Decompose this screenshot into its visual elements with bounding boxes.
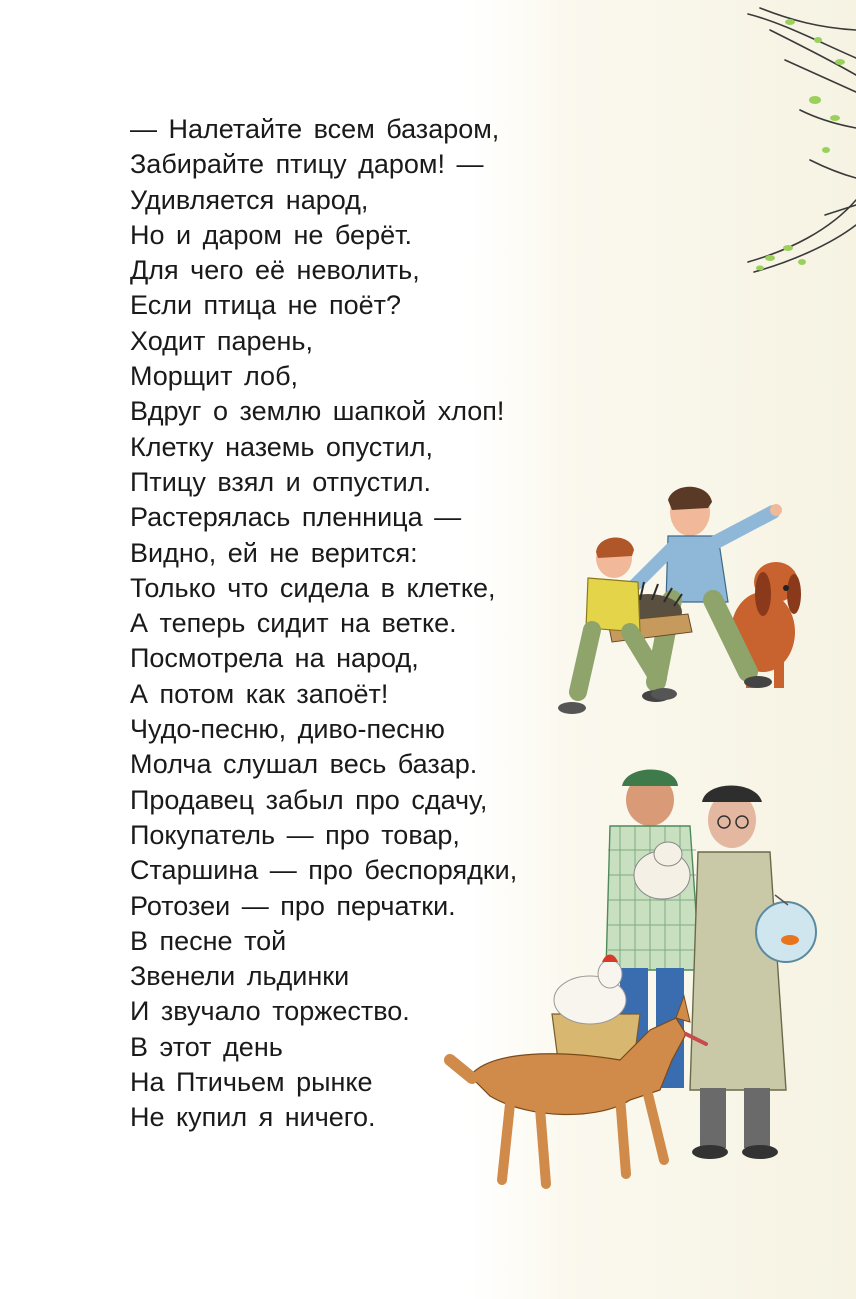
- poem-line: Забирайте птицу даром! —: [130, 149, 484, 180]
- tree-branch-illustration: [730, 0, 856, 290]
- boys-with-dog-illustration: [548, 482, 810, 730]
- poem-line: Ротозеи — про перчатки.: [130, 890, 456, 921]
- poem-line: Растерялась пленница —: [130, 502, 462, 533]
- poem-line: А теперь сидит на ветке.: [130, 608, 457, 639]
- poem-line: В этот день: [130, 1031, 283, 1062]
- poem-line: В песне той: [130, 925, 287, 956]
- poem-line: А потом как запоёт!: [130, 678, 389, 709]
- poem-text: [130, 112, 517, 1136]
- poem-line: Чудо-песню, диво-песню: [130, 714, 445, 745]
- poem-line: Посмотрела на народ,: [130, 643, 419, 674]
- poem-line: Ходит парень,: [130, 325, 313, 356]
- poem-line: Вдруг о землю шапкой хлоп!: [130, 396, 505, 427]
- poem-line: Птицу взял и отпустил.: [130, 466, 432, 497]
- poem-line: Не купил я ничего.: [130, 1102, 376, 1133]
- poem-line: Для чего её неволить,: [130, 255, 420, 286]
- poem-line: Продавец забыл про сдачу,: [130, 784, 488, 815]
- poem-line: Морщит лоб,: [130, 361, 299, 392]
- poem-line: Покупатель — про товар,: [130, 819, 460, 850]
- poem-line: Клетку наземь опустил,: [130, 431, 433, 462]
- poem-line: И звучало торжество.: [130, 996, 410, 1027]
- poem-line: Если птица не поёт?: [130, 290, 402, 321]
- poem-line: Удивляется народ,: [130, 184, 369, 215]
- poem-line: Только что сидела в клетке,: [130, 572, 496, 603]
- poem-line: Старшина — про беспорядки,: [130, 855, 518, 886]
- poem-line: На Птичьем рынке: [130, 1067, 373, 1098]
- poem-line: Звенели льдинки: [130, 961, 350, 992]
- poem-line: Но и даром не берёт.: [130, 219, 412, 250]
- poem-line: Молча слушал весь базар.: [130, 749, 478, 780]
- poem-line: — Налетайте всем базаром,: [130, 114, 500, 144]
- poem-line: Видно, ей не верится:: [130, 537, 418, 568]
